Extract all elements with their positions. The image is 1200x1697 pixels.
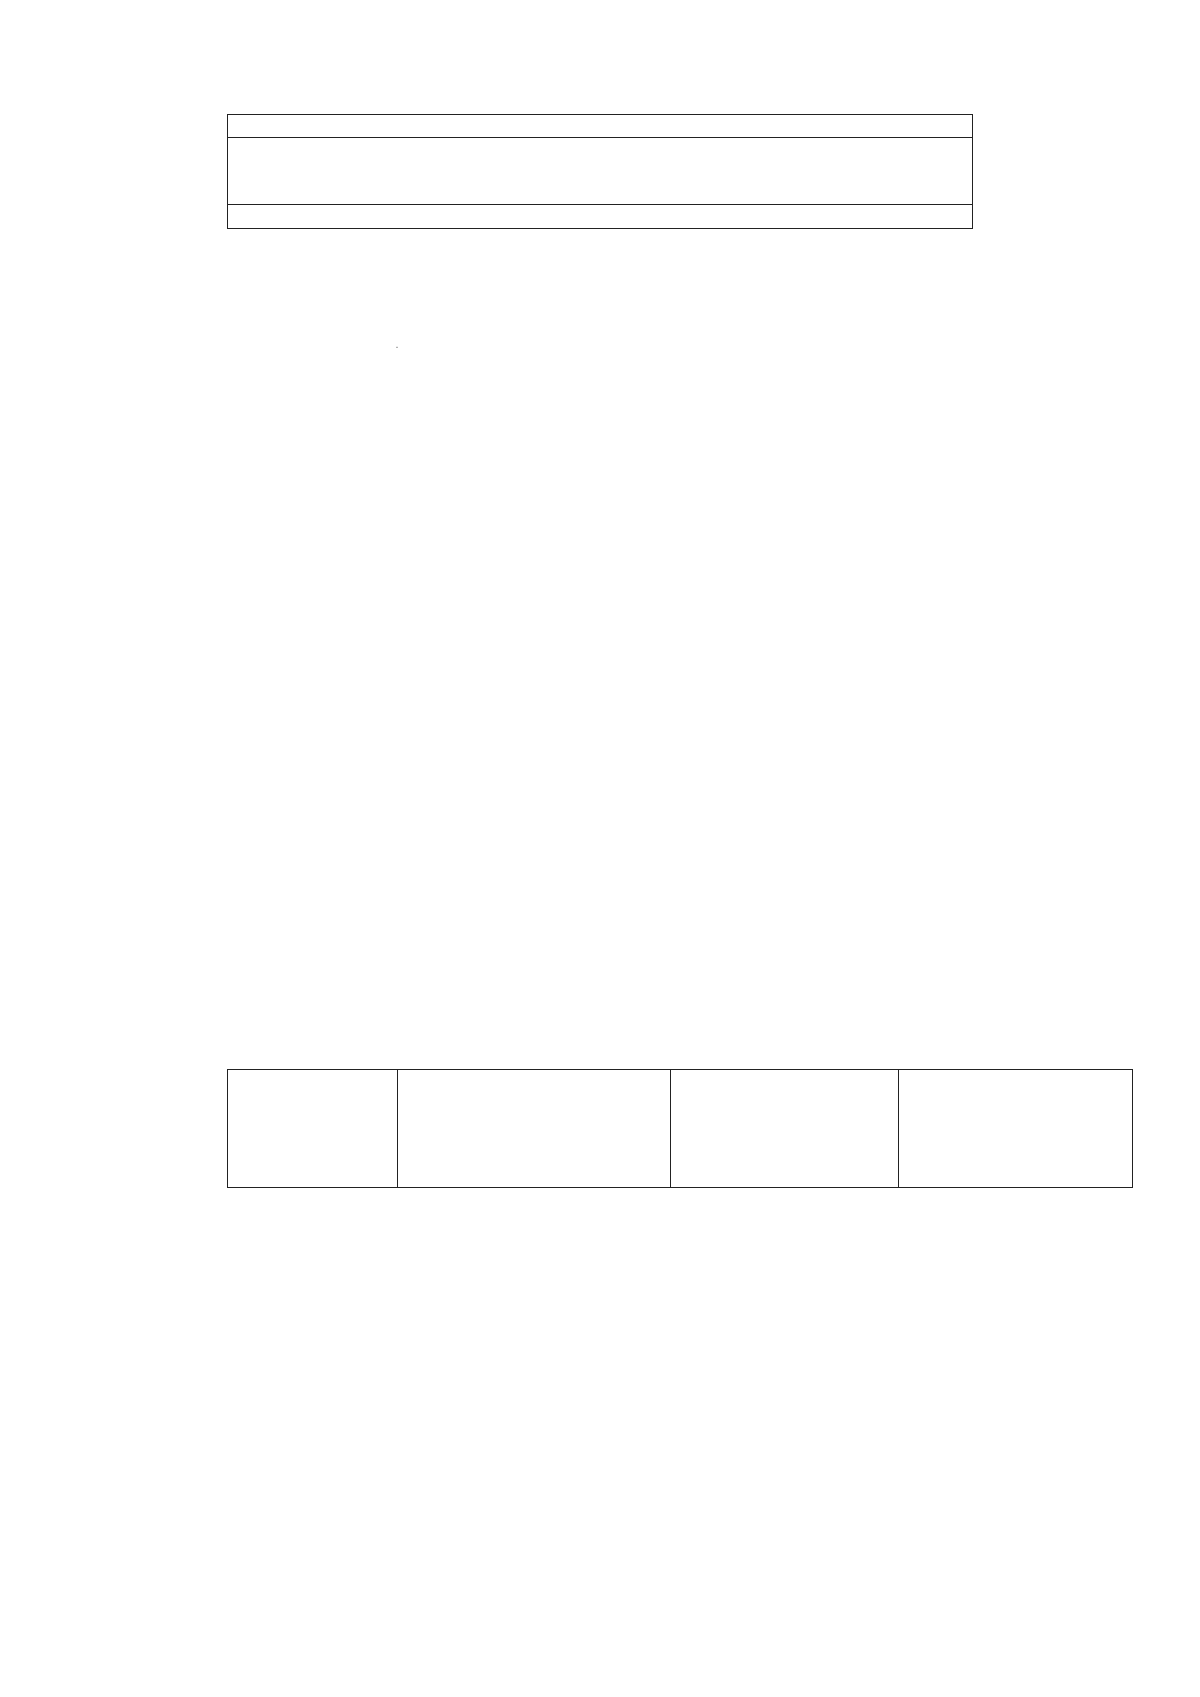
consumer-header bbox=[228, 205, 973, 228]
header-energy bbox=[899, 1070, 1133, 1188]
tariff-table-continuation bbox=[227, 114, 1147, 229]
header-org bbox=[228, 1070, 398, 1188]
scan-speck: · bbox=[395, 340, 399, 354]
hot-water-tariff-table bbox=[227, 1069, 1133, 1188]
header-coolant bbox=[670, 1070, 899, 1188]
header-period bbox=[397, 1070, 670, 1188]
section-title bbox=[228, 115, 973, 138]
supplier-header bbox=[228, 138, 973, 205]
